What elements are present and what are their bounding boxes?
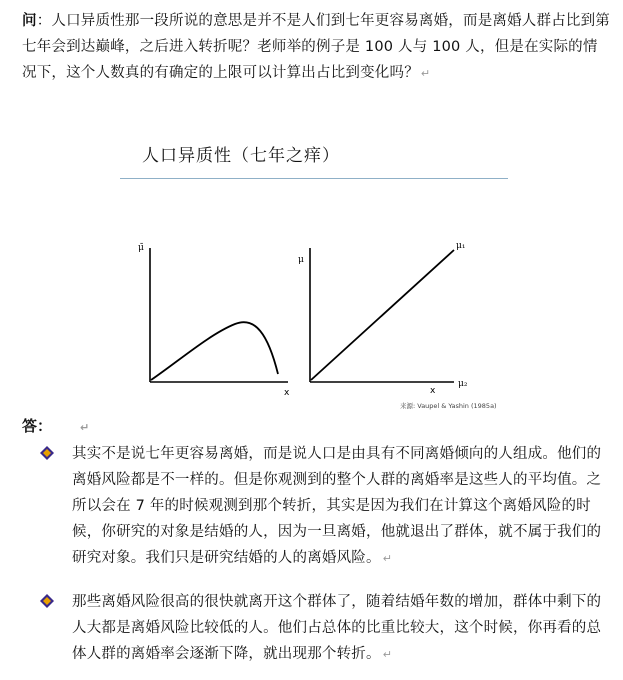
answer-label: 答： bbox=[22, 417, 53, 435]
left-chart-y-label: μ̄ bbox=[138, 243, 144, 253]
paragraph-mark-icon: ↵ bbox=[382, 648, 393, 661]
paragraph-mark-icon: ↵ bbox=[80, 421, 90, 434]
right-chart-x-label: x bbox=[430, 386, 436, 396]
paragraph-mark-icon: ↵ bbox=[420, 67, 431, 80]
question-text: ：人口异质性那一段所说的意思是并不是人们到七年更容易离婚，而是离婚人群占比到第七年会到达巅峰，之后进入转折呢？老师举的例子是 100 人与 100 人，但是在实际的情况下，这个人数真的有确定的上限可以计算出占比到变化吗？ bbox=[22, 13, 610, 81]
answer-paragraph-2-text: 那些离婚风险很高的很快就离开这个群体了，随着结婚年数的增加，群体中剩下的人大都是离婚风险比较低的人。他们占总体的比重比较大，这个时候，你再看的总体人群的离婚率会逐渐下降，就出现那个转折。 bbox=[72, 594, 602, 662]
paragraph-mark-icon: ↵ bbox=[382, 552, 393, 565]
right-chart-x-end-label: μ₂ bbox=[458, 379, 468, 389]
right-chart-line bbox=[311, 250, 454, 380]
answer-paragraph-2 bbox=[72, 589, 612, 668]
answer-paragraph-1-text: 其实不是说七年更容易离婚，而是说人口是由具有不同离婚倾向的人组成。他们的离婚风险都是不一样的。但是你观测到的整个人群的离婚率是这些人的平均值。之所以会在 7 年的时候观测到那个转折，其实是因为我们在计算这个离婚风险的时候，你研究的对象是结婚的人，因为一旦离婚，他就退出了群体，就不属于我们的研究对象。我们只是研究结婚的人的离婚风险。 bbox=[72, 446, 602, 566]
right-chart-line-label: μ₁ bbox=[456, 241, 466, 251]
question-paragraph bbox=[22, 8, 612, 87]
figure-charts bbox=[120, 138, 520, 418]
left-chart-curve bbox=[151, 322, 278, 380]
heterogeneity-figure bbox=[120, 138, 520, 418]
question-label: 问 bbox=[22, 13, 37, 29]
answer-paragraph-1 bbox=[72, 441, 612, 572]
figure-title: 人口异质性（七年之痒） bbox=[142, 146, 340, 166]
left-chart bbox=[138, 243, 290, 398]
right-chart-y-label: μ bbox=[298, 255, 304, 265]
answer-heading bbox=[22, 415, 89, 436]
left-chart-x-label: x bbox=[284, 388, 290, 398]
diamond-bullet-icon bbox=[40, 594, 54, 608]
figure-source: 来源: Vaupel & Yashin (1985a) bbox=[400, 402, 497, 410]
diamond-bullet-icon bbox=[40, 446, 54, 460]
right-chart bbox=[298, 241, 497, 410]
